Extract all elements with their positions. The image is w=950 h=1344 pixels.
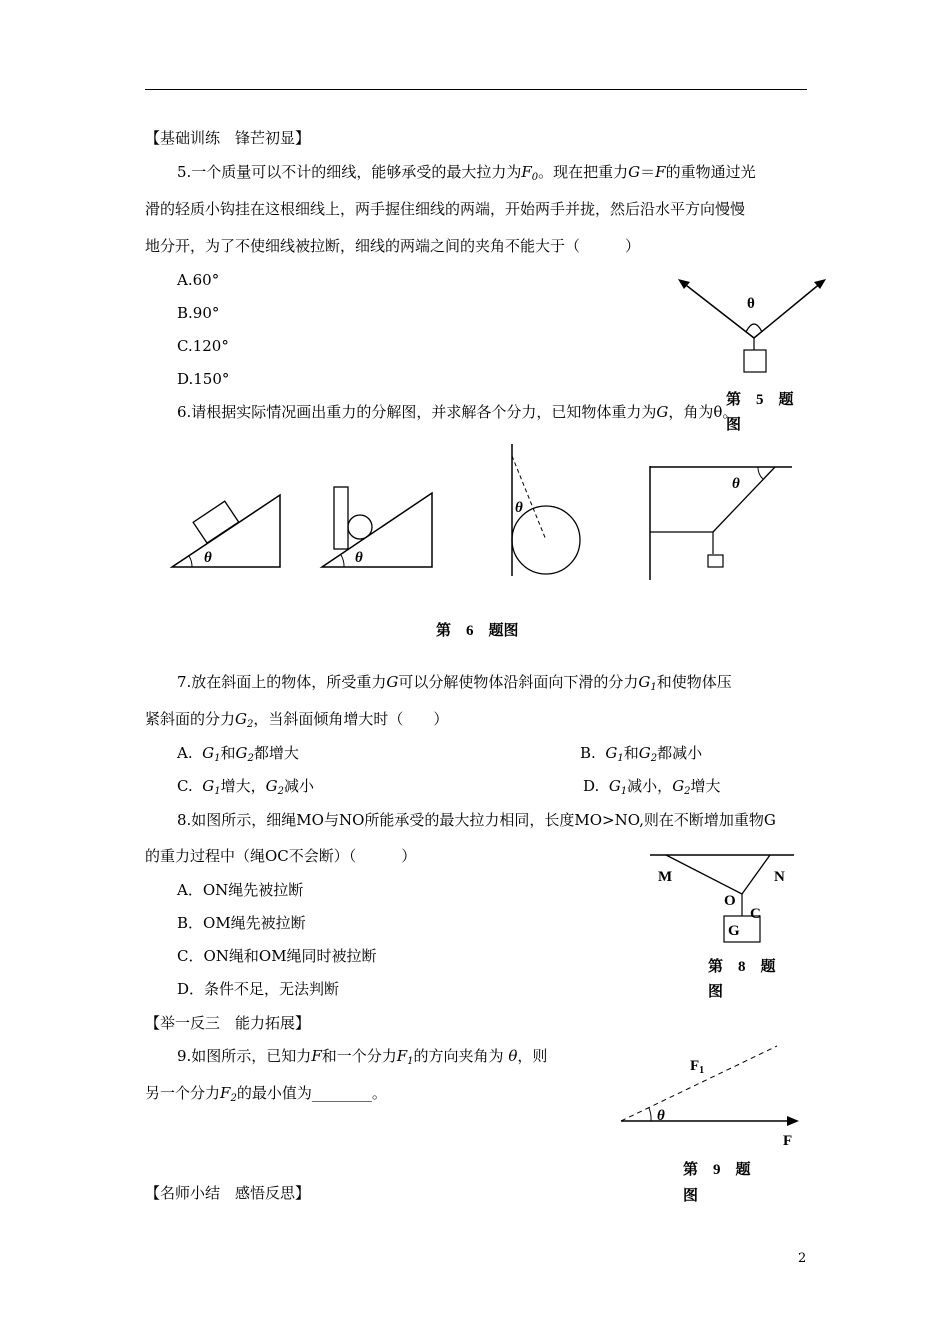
q5-option-b: B.90° — [177, 304, 220, 322]
q8-option-c: C．ON绳和OM绳同时被拉断 — [177, 947, 377, 965]
q6-caption: 第 6 题图 — [436, 623, 519, 639]
q6-figure-3 — [500, 440, 590, 580]
q7-option-a: A. $G_1$和$G_2$都增大 — [177, 744, 299, 764]
q5-line1: 5.一个质量可以不计的细线，能够承受的最大拉力为$F_0$。现在把重力G＝F的重物通过光 — [177, 163, 756, 183]
q8-caption-line1: 第 8 题 — [708, 959, 776, 975]
q9-line2: 另一个分力$F_2$的最小值为________。 — [145, 1084, 387, 1104]
q9-figure — [615, 1040, 805, 1130]
q9-caption-line1: 第 9 题 — [683, 1162, 751, 1178]
q8-line1: 8.如图所示，细绳MO与NO所能承受的最大拉力相同，长度MO>NO,则在不断增加重物G — [177, 811, 776, 829]
q8-line2: 的重力过程中（绳OC不会断）（ ） — [145, 847, 417, 865]
q5-option-a: A.60° — [177, 271, 220, 289]
q8-caption-line2: 图 — [708, 984, 724, 1000]
q8-option-b: B．OM绳先被拉断 — [177, 914, 306, 932]
q6-figure-4 — [645, 462, 795, 582]
q5-caption-line2: 图 — [726, 417, 742, 433]
q8-label-o: O — [724, 893, 736, 909]
q5-line3: 地分开，为了不使细线被拉断，细线的两端之间的夹角不能大于（ ） — [145, 237, 641, 255]
q6-fig2-theta: θ — [355, 550, 363, 566]
q8-label-m: M — [658, 869, 673, 885]
q6-fig3-theta: θ — [515, 500, 523, 516]
q8-option-a: A．ON绳先被拉断 — [177, 881, 304, 899]
q9-fig-f1: $F_1$ — [690, 1058, 705, 1076]
q6-text: 6.请根据实际情况画出重力的分解图，并求解各个分力，已知物体重力为G，角为θ。 — [177, 403, 738, 421]
page-number: 2 — [798, 1251, 807, 1266]
q5-option-c: C.120° — [177, 337, 229, 355]
q7-option-d: D. $G_1$减小，$G_2$增大 — [583, 777, 721, 797]
q7-option-c: C. $G_1$增大，$G_2$减小 — [177, 777, 315, 797]
q6-fig1-theta: θ — [204, 550, 212, 566]
q9-caption-line2: 图 — [683, 1188, 699, 1204]
q5-caption-line1: 第 5 题 — [726, 392, 794, 408]
q6-fig4-theta: θ — [732, 476, 740, 492]
q7-line1: 7.放在斜面上的物体，所受重力G可以分解使物体沿斜面向下滑的分力$G_1$和使物体压 — [177, 673, 732, 693]
q5-figure — [670, 270, 840, 380]
q8-label-g: G — [728, 923, 740, 939]
q9-fig-theta: θ — [657, 1108, 665, 1124]
q9-line1: 9.如图所示，已知力F和一个分力$F_1$的方向夹角为 θ，则 — [177, 1047, 548, 1067]
q5-option-d: D.150° — [177, 370, 230, 388]
q7-option-b: B. $G_1$和$G_2$都减小 — [580, 744, 703, 764]
q7-line2: 紧斜面的分力$G_2$，当斜面倾角增大时（ ） — [145, 710, 449, 730]
q8-label-n: N — [774, 869, 785, 885]
q8-option-d: D．条件不足，无法判断 — [177, 980, 340, 998]
section-heading-summary: 【名师小结 感悟反思】 — [145, 1184, 311, 1202]
q8-label-c: C — [750, 906, 761, 922]
q5-line2: 滑的轻质小钩挂在这根细线上，两手握住细线的两端，开始两手并拢，然后沿水平方向慢慢 — [145, 200, 746, 218]
section-heading-basic: 【基础训练 锋芒初显】 — [145, 129, 311, 147]
q6-figure-2 — [320, 485, 440, 575]
q6-figure-1 — [170, 490, 290, 575]
header-rule — [145, 89, 807, 90]
q8-figure — [648, 850, 798, 945]
q9-fig-f: F — [783, 1133, 793, 1149]
section-heading-extend: 【举一反三 能力拓展】 — [145, 1014, 311, 1032]
q5-figure-theta: θ — [747, 296, 755, 312]
